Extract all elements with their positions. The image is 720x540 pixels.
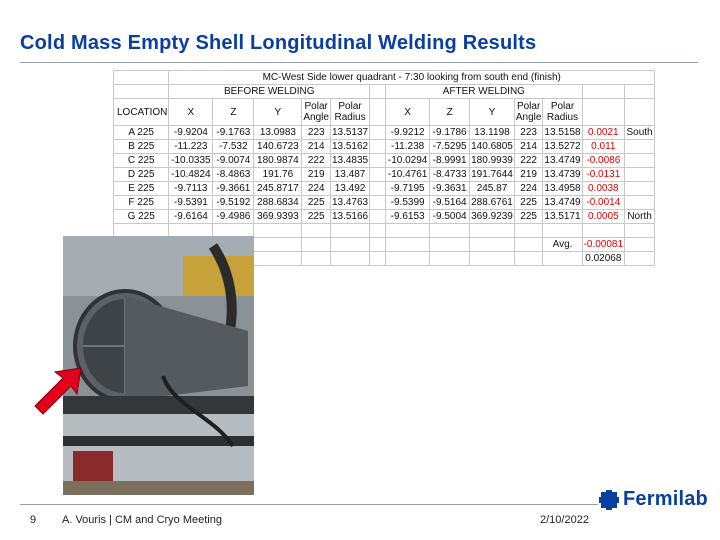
avg-value: -0.00081 [583,238,624,250]
cell-bz: -9.3661 [213,182,254,196]
cell-ay: 180.9939 [471,154,513,166]
cell-note [625,168,655,182]
x-header-after: X [386,99,430,126]
cell-bx: -9.9204 [169,126,213,140]
cell-ay: 369.9239 [471,210,513,222]
cell-note [625,154,655,168]
cell-apa: 225 [514,196,543,210]
cell-loc: C 225 [114,154,169,168]
cell-bz: -9.1763 [213,126,254,140]
before-welding-label: BEFORE WELDING [169,85,370,99]
slide-date: 2/10/2022 [540,514,589,526]
cell-apa: 223 [514,126,543,140]
cell-bpr: 13.5162 [331,140,369,152]
cell-by: 191.76 [254,168,302,182]
cell-ax: -11.238 [386,140,430,154]
table-row [114,168,655,182]
spacer-cell [370,140,386,154]
cell-by: 13.0983 [254,126,302,140]
cell-diff: 0.0021 [582,126,624,140]
cell-ay: 288.6761 [471,196,513,208]
avg-label: Avg. [543,238,582,252]
welding-setup-image [63,236,254,495]
cell-diff: 0.011 [582,140,624,154]
fermilab-logo-icon [598,489,620,511]
after-welding-label: AFTER WELDING [386,85,582,99]
cell-bpa: 224 [302,182,331,196]
spacer-cell [370,196,386,210]
cell-note [625,182,655,196]
cell-bx: -10.0335 [169,154,213,168]
cell-note: North [625,210,655,224]
cell-az: -8.9991 [430,154,470,168]
cell-az: -7.5295 [430,140,470,154]
cell-ay: 13.1198 [470,126,515,140]
slide-title: Cold Mass Empty Shell Longitudinal Welding Results [20,32,537,54]
cell-apr: 13.5272 [544,140,581,152]
cell-loc: G 225 [114,210,169,224]
spacer-cell [370,126,386,140]
cell-bz: -9.5192 [213,196,254,210]
cell-bz: -9.0074 [213,154,254,168]
cell-bpa: 222 [302,154,331,168]
cell-ax: -9.6153 [386,210,430,224]
footer-divider [20,504,598,505]
table-row [114,154,655,168]
cold-mass-shell-photo [63,236,254,495]
cell-bx: -9.6164 [169,210,213,224]
red-arrow-icon [31,362,91,422]
cell-apr: 13.5171 [544,210,581,222]
cell-az: -8.4733 [430,168,470,182]
cell-apa: 225 [514,210,543,224]
cell-bpr: 13.5166 [331,210,369,222]
cell-az: -9.5004 [430,210,470,224]
cell-bx: -11.223 [169,140,213,154]
cell-bx: -9.7113 [169,182,213,196]
table-caption-row [114,71,655,85]
table-row [114,210,655,224]
cell-ax: -9.9212 [386,126,430,140]
spacer-cell [370,182,386,196]
presenter-info: A. Vouris | CM and Cryo Meeting [62,514,222,526]
table-body [114,126,655,224]
cell-bz: -7.532 [213,140,254,154]
cell-ax: -9.5399 [386,196,430,210]
cell-by: 369.9393 [254,210,302,224]
summary-value: 0.02068 [582,252,624,266]
z-header-before: Z [213,99,254,126]
cell-bz: -8.4863 [213,168,254,182]
cell-diff: -0.0131 [582,168,624,182]
cell-az: -9.3631 [430,182,470,196]
cell-ax: -10.0294 [386,154,430,168]
cell-note [625,140,655,154]
table-row [114,196,655,210]
table-row [114,126,655,140]
polar-radius-header-after: Polar Radius [543,99,582,126]
cell-by: 180.9874 [254,154,302,168]
cell-apa: 219 [514,168,543,182]
z-header-after: Z [430,99,470,126]
page-number: 9 [30,514,37,526]
cell-by: 288.6834 [254,196,302,210]
cell-apa: 222 [514,154,543,168]
cell-bz: -9.4986 [213,210,254,224]
cell-apr: 13.4739 [544,168,581,180]
cell-bpa: 214 [302,140,331,154]
spacer-cell [370,210,386,224]
cell-apr: 13.4749 [544,196,581,208]
cell-ax: -9.7195 [386,182,430,196]
cell-az: -9.1786 [430,126,470,140]
polar-radius-header-before: Polar Radius [330,99,369,126]
cell-apa: 224 [514,182,543,196]
cell-note [625,196,655,210]
cell-bpr: 13.492 [330,182,369,196]
cell-apa: 214 [514,140,543,154]
polar-angle-header-before: Polar Angle [302,99,331,126]
table-caption: MC-West Side lower quadrant - 7:30 looking from south end (finish) [169,71,655,85]
cell-apr: 13.4749 [544,154,581,166]
y-header-after: Y [470,99,515,126]
table-header-row [114,99,655,126]
cell-diff: -0.0086 [582,154,624,168]
cell-bpa: 223 [302,126,331,140]
cell-bx: -10.4824 [169,168,213,182]
location-header: LOCATION [114,99,169,126]
cell-diff: 0.0005 [582,210,624,224]
cell-ax: -10.4761 [386,168,430,182]
title-divider [20,62,698,63]
cell-az: -9.5164 [430,196,470,210]
cell-bpr: 13.487 [330,168,369,182]
polar-angle-header-after: Polar Angle [514,99,543,126]
cell-ay: 140.6805 [471,140,513,152]
cell-ay: 191.7644 [471,168,513,180]
cell-loc: E 225 [114,182,169,196]
cell-bpr: 13.4763 [331,196,369,208]
cell-loc: F 225 [114,196,169,210]
cell-bpr: 13.5137 [331,126,369,138]
fermilab-logo [598,488,708,511]
cell-apr: 13.4958 [544,182,581,194]
cell-bx: -9.5391 [169,196,213,210]
logo-text: Fermilab [623,488,708,510]
cell-loc: B 225 [114,140,169,154]
x-header-before: X [169,99,213,126]
spacer-cell [370,154,386,168]
cell-apr: 13.5158 [544,126,581,138]
table-row [114,182,655,196]
cell-bpr: 13.4835 [331,154,369,166]
cell-bpa: 219 [302,168,331,182]
spacer-cell [370,168,386,182]
table-group-row [114,85,655,99]
cell-note: South [626,126,653,138]
cell-bpa: 225 [302,210,331,224]
cell-loc: A 225 [114,126,169,140]
table-row [114,140,655,154]
y-header-before: Y [254,99,302,126]
cell-by: 140.6723 [254,140,302,154]
cell-by: 245.8717 [254,182,302,196]
cell-loc: D 225 [114,168,169,182]
cell-bpa: 225 [302,196,331,210]
cell-diff: -0.0014 [582,196,624,210]
cell-ay: 245.87 [470,182,515,196]
cell-diff: 0.0038 [582,182,624,196]
